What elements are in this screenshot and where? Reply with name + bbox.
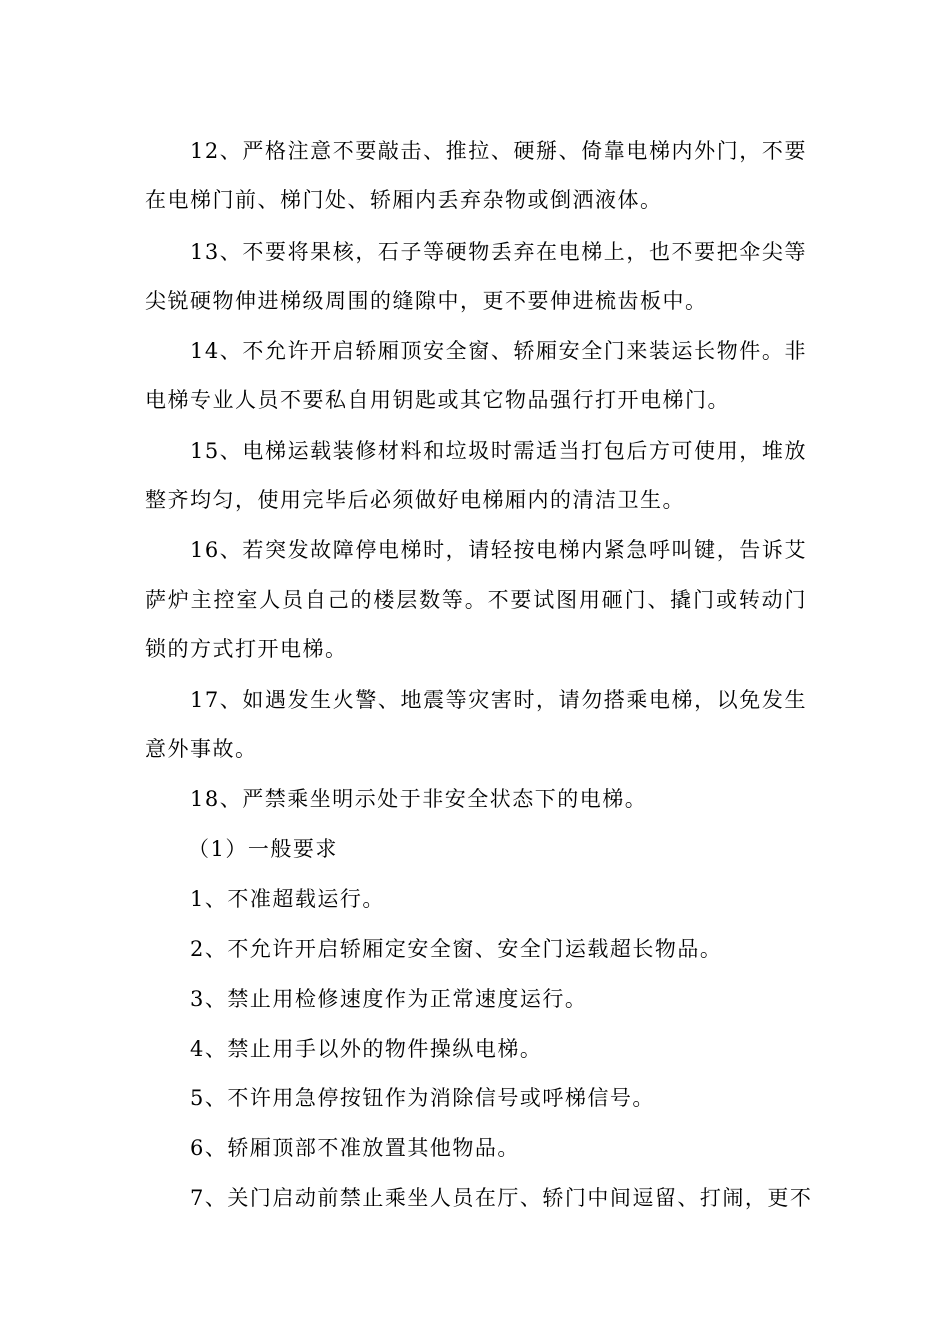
paragraph-16-line-2: 萨炉主控室人员自己的楼层数等。不要试图用砸门、撬门或转动门 — [145, 588, 807, 612]
paragraph-16-line-1: 16、若突发故障停电梯时，请轻按电梯内紧急呼叫键，告诉艾 — [190, 538, 807, 562]
list-item-6: 6、轿厢顶部不准放置其他物品。 — [190, 1136, 520, 1160]
paragraph-15-line-1: 15、电梯运载装修材料和垃圾时需适当打包后方可使用，堆放 — [190, 439, 807, 463]
list-item-3: 3、禁止用检修速度作为正常速度运行。 — [190, 987, 588, 1011]
list-item-4: 4、禁止用手以外的物件操纵电梯。 — [190, 1037, 543, 1061]
paragraph-14-line-2: 电梯专业人员不要私自用钥匙或其它物品强行打开电梯门。 — [145, 388, 730, 412]
section-heading: （1）一般要求 — [188, 837, 338, 861]
paragraph-12-line-1: 12、严格注意不要敲击、推拉、硬掰、倚靠电梯内外门，不要 — [190, 139, 807, 163]
paragraph-17-line-2: 意外事故。 — [145, 737, 258, 761]
paragraph-17-line-1: 17、如遇发生火警、地震等灾害时，请勿搭乘电梯，以免发生 — [190, 688, 807, 712]
list-item-1: 1、不准超载运行。 — [190, 887, 385, 911]
list-item-7: 7、关门启动前禁止乘坐人员在厅、轿门中间逗留、打闹，更不 — [190, 1186, 813, 1210]
paragraph-12-line-2: 在电梯门前、梯门处、轿厢内丢弃杂物或倒洒液体。 — [145, 188, 663, 212]
paragraph-14-line-1: 14、不允许开启轿厢顶安全窗、轿厢安全门来装运长物件。非 — [190, 339, 807, 363]
list-item-2: 2、不允许开启轿厢定安全窗、安全门运载超长物品。 — [190, 937, 723, 961]
paragraph-16-line-3: 锁的方式打开电梯。 — [145, 637, 348, 661]
paragraph-13-line-2: 尖锐硬物伸进梯级周围的缝隙中，更不要伸进梳齿板中。 — [145, 289, 708, 313]
paragraph-13-line-1: 13、不要将果核，石子等硬物丢弃在电梯上，也不要把伞尖等 — [190, 240, 807, 264]
paragraph-15-line-2: 整齐均匀，使用完毕后必须做好电梯厢内的清洁卫生。 — [145, 488, 685, 512]
list-item-5: 5、不许用急停按钮作为消除信号或呼梯信号。 — [190, 1086, 655, 1110]
paragraph-18-line-1: 18、严禁乘坐明示处于非安全状态下的电梯。 — [190, 787, 648, 811]
